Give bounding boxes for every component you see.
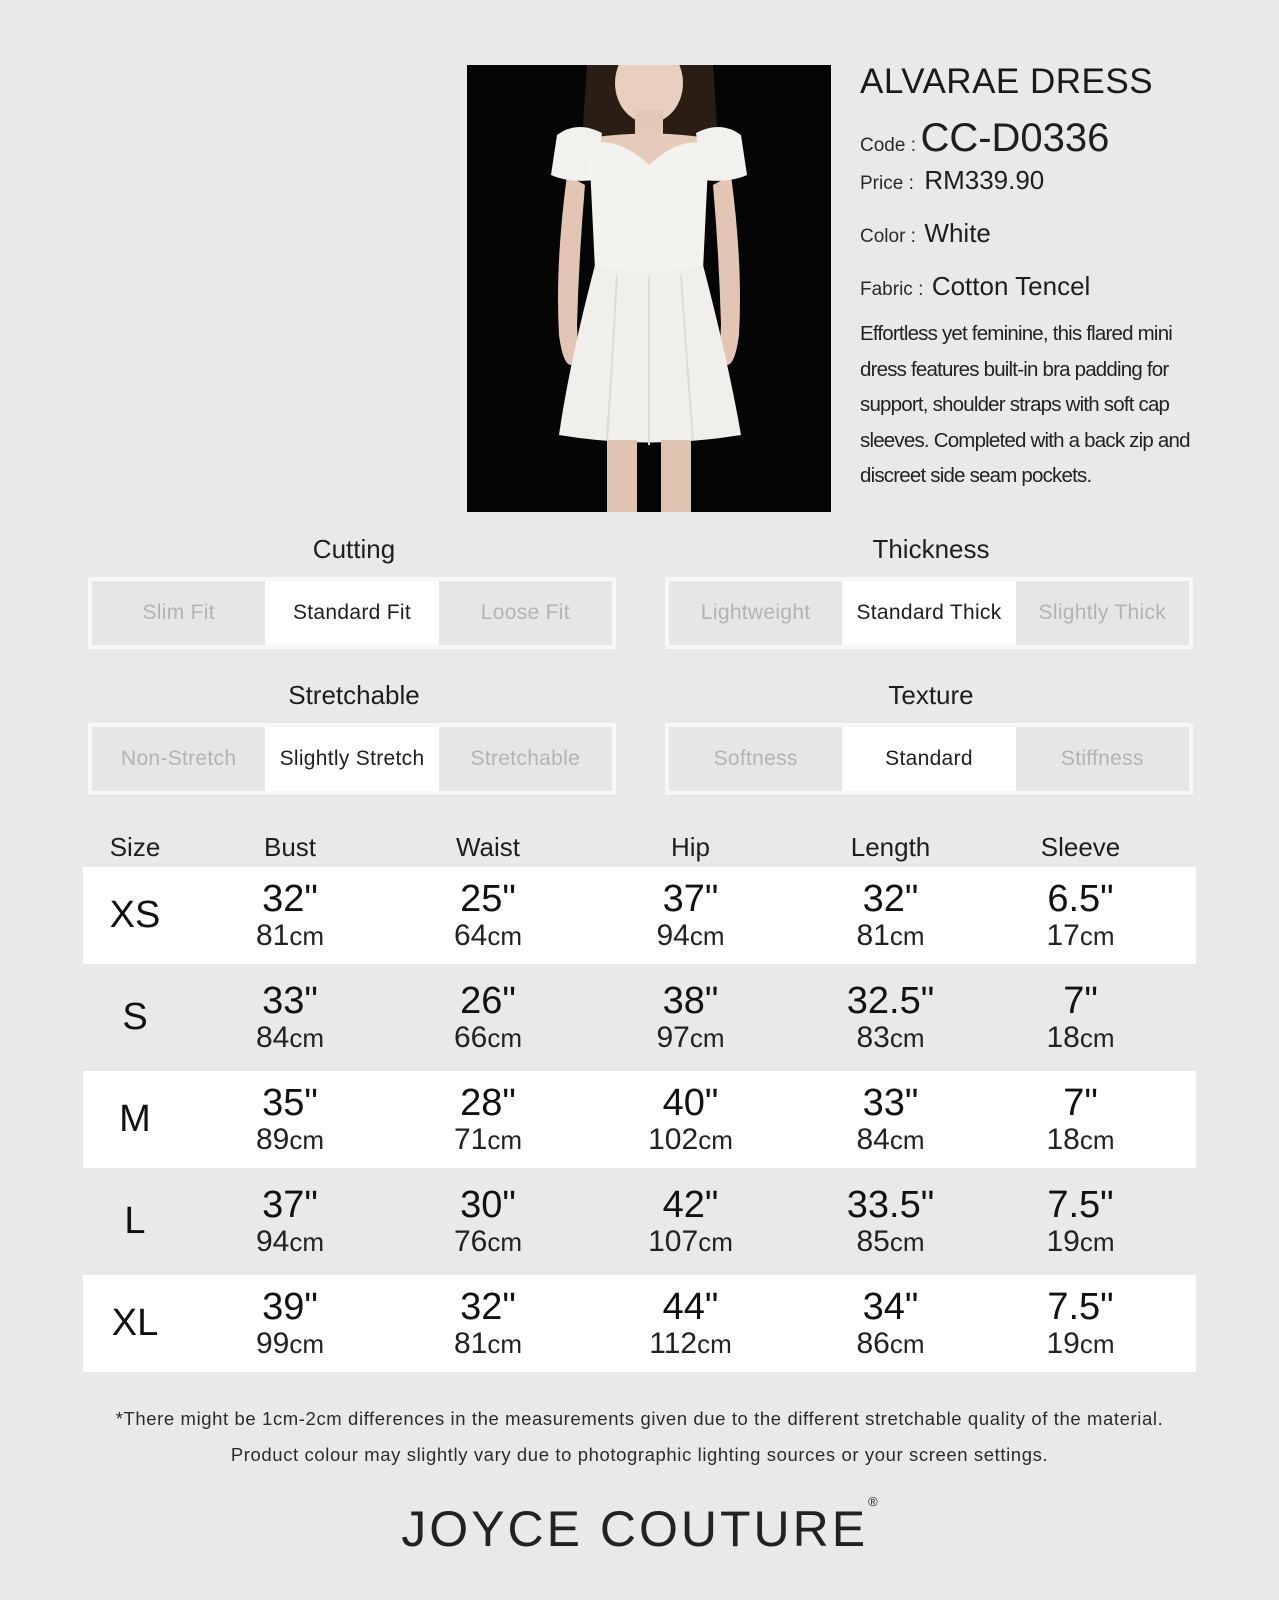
bust-cm	[187, 1227, 393, 1257]
cm-unit: cm	[1079, 1125, 1115, 1155]
cm-unit: cm	[487, 1125, 523, 1155]
hip-cell	[583, 1186, 798, 1257]
cutting-option: Standard Fit	[265, 581, 438, 645]
texture-selector	[665, 723, 1193, 795]
size-label: XS	[109, 894, 161, 936]
waist-cm	[393, 1023, 583, 1053]
length-inches: 32.5"	[846, 980, 935, 1022]
cm-unit: cm	[889, 1227, 925, 1257]
size-chart-header	[83, 827, 1196, 867]
length-cell	[798, 880, 983, 951]
bust-cell	[187, 1084, 393, 1155]
bust-cm	[187, 1023, 393, 1053]
brand-name: JOYCE COUTURE	[401, 1501, 869, 1557]
sleeve-inches: 7"	[1063, 980, 1098, 1022]
hip-cm-value: 102	[648, 1123, 699, 1156]
code-value: CC-D0336	[920, 116, 1110, 160]
hip-cell	[583, 880, 798, 951]
waist-cm-value: 66	[453, 1021, 488, 1054]
length-cm-value: 81	[856, 919, 890, 952]
length-inches: 32"	[862, 878, 919, 920]
stretchable-option: Non-Stretch	[120, 747, 237, 770]
hip-inches: 40"	[662, 1082, 719, 1124]
cutting-title: Cutting	[312, 534, 396, 564]
sleeve-cm-value: 18	[1046, 1021, 1080, 1054]
bust-cm	[187, 921, 393, 951]
hip-cm	[583, 921, 798, 951]
header-hip: Hip	[670, 831, 710, 862]
hip-cell	[583, 1084, 798, 1155]
sleeve-cell	[983, 1084, 1178, 1155]
cm-unit: cm	[289, 1125, 325, 1155]
hip-inches: 37"	[662, 878, 719, 920]
hip-cm-value: 97	[656, 1021, 690, 1054]
length-cm	[798, 1125, 983, 1155]
sleeve-cell	[983, 982, 1178, 1053]
price-row	[860, 165, 1220, 196]
code-label: Code :	[860, 135, 916, 156]
texture-title: Texture	[888, 680, 974, 710]
hip-cm	[583, 1023, 798, 1053]
stretchable-option: Stretchable	[470, 747, 581, 770]
waist-cm	[393, 921, 583, 951]
waist-cm-value: 64	[453, 919, 488, 952]
texture-option: Stiffness	[1060, 747, 1144, 770]
cutting-option: Loose Fit	[480, 601, 570, 624]
cm-unit: cm	[698, 1125, 733, 1155]
size-label: XL	[111, 1302, 159, 1344]
cm-unit: cm	[289, 1329, 325, 1359]
sleeve-cell	[983, 880, 1178, 951]
cm-unit: cm	[289, 921, 325, 951]
bust-cell	[187, 1288, 393, 1359]
length-cm-value: 84	[856, 1123, 890, 1156]
code-row	[860, 116, 1220, 161]
waist-cell	[393, 982, 583, 1053]
waist-cell	[393, 1084, 583, 1155]
sleeve-inches: 7"	[1063, 1082, 1098, 1124]
sleeve-inches: 7.5"	[1047, 1184, 1114, 1226]
thickness-title: Thickness	[872, 534, 990, 564]
bust-cell	[187, 880, 393, 951]
waist-cm	[393, 1125, 583, 1155]
table-row	[83, 1071, 1196, 1168]
cm-unit: cm	[487, 1227, 523, 1257]
length-cm-value: 83	[856, 1021, 890, 1054]
fabric-value: Cotton Tencel	[931, 271, 1091, 301]
waist-cell	[393, 1186, 583, 1257]
hip-inches: 44"	[662, 1286, 719, 1328]
hip-inches: 42"	[662, 1184, 719, 1226]
length-cm	[798, 1023, 983, 1053]
cm-unit: cm	[889, 1125, 925, 1155]
cm-unit: cm	[698, 1227, 733, 1257]
waist-inches: 25"	[460, 878, 516, 920]
size-label: L	[124, 1200, 146, 1242]
color-label: Color :	[860, 226, 916, 247]
product-description: Effortless yet feminine, this flared mini dress features built-in bra padding for support, shoulder straps with soft cap sleeves. Completed with a back zip and discreet side seam pockets.	[860, 322, 1190, 487]
table-row	[83, 969, 1196, 1066]
cm-unit: cm	[1079, 921, 1115, 951]
length-cell	[798, 1288, 983, 1359]
header-length: Length	[850, 831, 931, 862]
stretchable-selector	[88, 723, 616, 795]
bust-cm-value: 84	[255, 1021, 290, 1054]
length-cm	[798, 1329, 983, 1359]
hip-cell	[583, 1288, 798, 1359]
hip-cell	[583, 982, 798, 1053]
bust-inches: 37"	[262, 1184, 318, 1226]
hip-cm-value: 94	[656, 919, 690, 952]
sleeve-inches: 6.5"	[1047, 878, 1114, 920]
bust-inches: 39"	[262, 1286, 318, 1328]
cm-unit: cm	[697, 1329, 732, 1359]
bust-inches: 35"	[262, 1082, 318, 1124]
bust-cm-value: 99	[255, 1327, 290, 1360]
sleeve-cm-value: 19	[1046, 1327, 1080, 1360]
bust-cm-value: 94	[255, 1225, 290, 1258]
brand-logo	[0, 1494, 1279, 1558]
header-sleeve: Sleeve	[1040, 831, 1121, 862]
length-cell	[798, 982, 983, 1053]
bust-cm-value: 89	[255, 1123, 290, 1156]
waist-inches: 26"	[460, 980, 516, 1022]
sleeve-inches: 7.5"	[1047, 1286, 1114, 1328]
size-label: M	[119, 1098, 151, 1140]
thickness-selector	[665, 577, 1193, 649]
hip-cm	[583, 1227, 798, 1257]
price-label: Price :	[860, 173, 914, 194]
header-bust: Bust	[263, 831, 317, 862]
color-value: White	[924, 218, 991, 248]
thickness-option: Standard Thick	[842, 581, 1015, 645]
waist-inches: 28"	[460, 1082, 516, 1124]
waist-inches: 30"	[460, 1184, 516, 1226]
color-row	[860, 218, 1220, 249]
sleeve-cell	[983, 1186, 1178, 1257]
waist-cm-value: 71	[453, 1123, 488, 1156]
waist-cm-value: 81	[453, 1327, 488, 1360]
length-inches: 34"	[862, 1286, 919, 1328]
sleeve-cm	[983, 1023, 1178, 1053]
bust-cell	[187, 982, 393, 1053]
size-rows	[83, 867, 1196, 1372]
sleeve-cm	[983, 1125, 1178, 1155]
length-cm	[798, 1227, 983, 1257]
waist-cm	[393, 1227, 583, 1257]
cm-unit: cm	[1079, 1227, 1115, 1257]
size-chart	[83, 827, 1196, 1377]
cm-unit: cm	[889, 921, 925, 951]
measurement-note: *There might be 1cm-2cm differences in the measurements given due to the different stretchable quality of the material.	[115, 1408, 1164, 1429]
cm-unit: cm	[289, 1227, 325, 1257]
sleeve-cell	[983, 1288, 1178, 1359]
sleeve-cm	[983, 1227, 1178, 1257]
table-row	[83, 867, 1196, 964]
texture-option: Softness	[713, 747, 798, 770]
cm-unit: cm	[1079, 1023, 1115, 1053]
registered-mark: ®	[868, 1494, 878, 1509]
product-info	[860, 60, 1220, 494]
price-value: RM339.90	[924, 165, 1045, 195]
bust-cm	[187, 1329, 393, 1359]
cutting-selector	[88, 577, 616, 649]
table-row	[83, 1173, 1196, 1270]
thickness-option: Lightweight	[700, 601, 811, 624]
length-inches: 33.5"	[846, 1184, 935, 1226]
bust-cell	[187, 1186, 393, 1257]
bust-inches: 33"	[262, 980, 318, 1022]
sleeve-cm	[983, 921, 1178, 951]
header-waist: Waist	[455, 831, 521, 862]
texture-option: Standard	[842, 727, 1015, 791]
length-cm-value: 85	[856, 1225, 890, 1258]
product-photo	[467, 65, 831, 512]
bust-cm-value: 81	[255, 919, 290, 952]
size-label: S	[122, 996, 148, 1038]
fabric-row	[860, 271, 1220, 302]
cm-unit: cm	[289, 1023, 325, 1053]
cutting-option: Slim Fit	[142, 601, 215, 624]
cm-unit: cm	[689, 1023, 725, 1053]
hip-cm-value: 112	[649, 1327, 698, 1360]
sleeve-cm-value: 19	[1046, 1225, 1080, 1258]
cm-unit: cm	[1079, 1329, 1115, 1359]
hip-inches: 38"	[662, 980, 719, 1022]
waist-cm	[393, 1329, 583, 1359]
cm-unit: cm	[487, 1023, 523, 1053]
cm-unit: cm	[889, 1023, 925, 1053]
stretchable-title: Stretchable	[288, 680, 420, 710]
header-size: Size	[109, 831, 161, 862]
cm-unit: cm	[487, 921, 523, 951]
cm-unit: cm	[689, 921, 725, 951]
length-cm	[798, 921, 983, 951]
hip-cm	[583, 1125, 798, 1155]
length-cell	[798, 1084, 983, 1155]
bust-inches: 32"	[262, 878, 318, 920]
length-cm-value: 86	[856, 1327, 890, 1360]
hip-cm-value: 107	[648, 1225, 699, 1258]
length-inches: 33"	[862, 1082, 919, 1124]
sleeve-cm-value: 17	[1046, 919, 1080, 952]
fabric-label: Fabric :	[860, 279, 924, 300]
table-row	[83, 1275, 1196, 1372]
waist-cell	[393, 880, 583, 951]
waist-inches: 32"	[460, 1286, 516, 1328]
waist-cm-value: 76	[453, 1225, 488, 1258]
dress-illustration	[467, 65, 831, 512]
sleeve-cm-value: 18	[1046, 1123, 1080, 1156]
sleeve-cm	[983, 1329, 1178, 1359]
stretchable-option: Slightly Stretch	[265, 727, 438, 791]
product-name: ALVARAE DRESS	[860, 62, 1154, 101]
thickness-option: Slightly Thick	[1038, 601, 1167, 624]
bust-cm	[187, 1125, 393, 1155]
waist-cell	[393, 1288, 583, 1359]
hip-cm	[583, 1329, 798, 1359]
cm-unit: cm	[487, 1329, 523, 1359]
colour-note: Product colour may slightly vary due to photographic lighting sources or your screen settings.	[230, 1444, 1049, 1465]
cm-unit: cm	[889, 1329, 925, 1359]
length-cell	[798, 1186, 983, 1257]
